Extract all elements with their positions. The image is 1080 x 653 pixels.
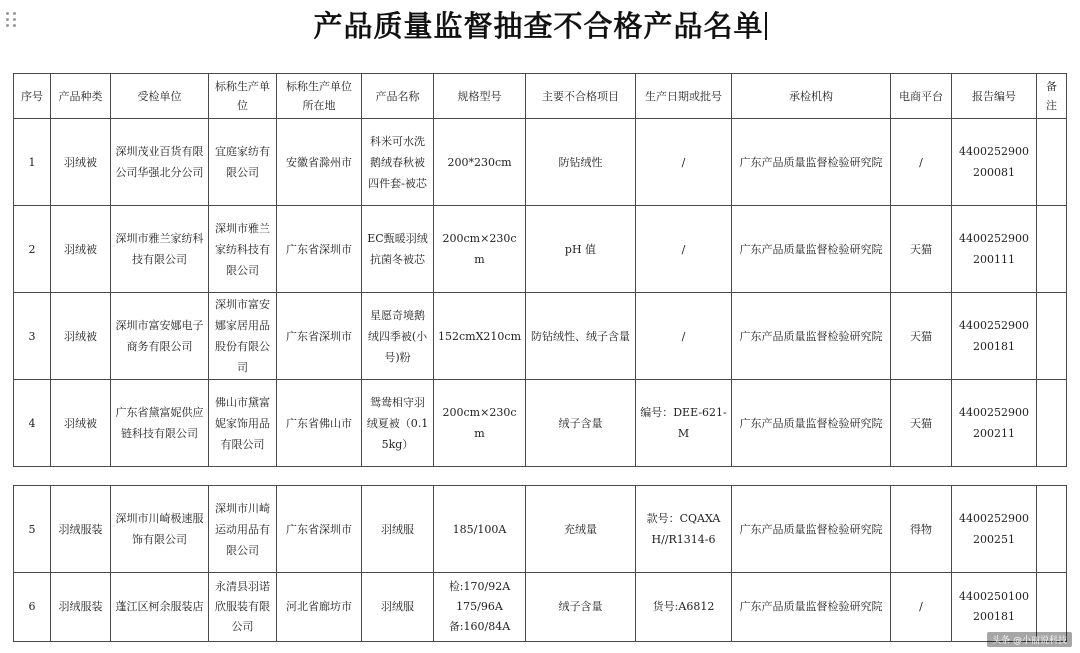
column-header: 承检机构: [732, 74, 891, 119]
cell-inspected: 深圳市富安娜电子商务有限公司: [111, 293, 209, 380]
results-table-continued: [13, 485, 1067, 642]
column-header: 产品名称: [362, 74, 434, 119]
cell-spec: [434, 573, 526, 642]
cell-platform: 天猫: [891, 380, 952, 467]
cell-spec: 200cm×230cm: [434, 206, 526, 293]
cell-product: 鸳鸯相守羽绒夏被（0.15kg）: [362, 380, 434, 467]
cell-location: 广东省佛山市: [277, 380, 362, 467]
table-row: [14, 119, 1067, 206]
cell-defect: 防钻绒性: [526, 119, 636, 206]
cell-producer: 深圳市雅兰家纺科技有限公司: [209, 206, 277, 293]
cell-batch: 编号：DEE-621-M: [636, 380, 732, 467]
cell-defect: 防钻绒性、绒子含量: [526, 293, 636, 380]
table-row: [14, 293, 1067, 380]
cell-producer: 深圳市富安娜家居用品股份有限公司: [209, 293, 277, 380]
cell-report: 4400252900200181: [952, 293, 1037, 380]
watermark: 头条 @小丽说科技: [987, 632, 1072, 647]
column-header: 主要不合格项目: [526, 74, 636, 119]
cell-agency: 广东产品质量监督检验研究院: [732, 206, 891, 293]
column-header: 受检单位: [111, 74, 209, 119]
table-row: [14, 380, 1067, 467]
cell-report: 4400252900200111: [952, 206, 1037, 293]
cell-location: 广东省深圳市: [277, 206, 362, 293]
cell-batch: /: [636, 293, 732, 380]
cell-report: 4400250100200181: [952, 573, 1037, 642]
column-header: 报告编号: [952, 74, 1037, 119]
cell-remark: [1037, 380, 1067, 467]
cell-agency: 广东产品质量监督检验研究院: [732, 119, 891, 206]
cell-batch: /: [636, 119, 732, 206]
cell-location: 安徽省滁州市: [277, 119, 362, 206]
cell-batch: 款号：CQAXAH//R1314-6: [636, 486, 732, 573]
cell-inspected: 深圳市雅兰家纺科技有限公司: [111, 206, 209, 293]
cell-producer: 永清县羽诺欣服装有限公司: [209, 573, 277, 642]
column-header: 生产日期或批号: [636, 74, 732, 119]
cell-inspected: 深圳茂业百货有限公司华强北分公司: [111, 119, 209, 206]
cell-defect: 绒子含量: [526, 380, 636, 467]
cell-location: 河北省廊坊市: [277, 573, 362, 642]
cell-product: 星愿奇境鹅绒四季被(小号)粉: [362, 293, 434, 380]
cell-category: 羽绒被: [51, 119, 111, 206]
column-header: 标称生产单位: [209, 74, 277, 119]
cell-category: 羽绒被: [51, 380, 111, 467]
cell-spec: 185/100A: [434, 486, 526, 573]
table-row: [14, 206, 1067, 293]
column-header: 产品种类: [51, 74, 111, 119]
cell-product: 羽绒服: [362, 486, 434, 573]
cell-inspected: 蓬江区柯余服装店: [111, 573, 209, 642]
column-header: 备注: [1037, 74, 1067, 119]
cell-no: 4: [14, 380, 51, 467]
cell-no: 1: [14, 119, 51, 206]
cell-no: 2: [14, 206, 51, 293]
column-header: 规格型号: [434, 74, 526, 119]
cell-batch: /: [636, 206, 732, 293]
spec-line: 备:160/84A: [448, 620, 511, 633]
cell-defect: pH 值: [526, 206, 636, 293]
cell-inspected: 广东省黛富妮供应链科技有限公司: [111, 380, 209, 467]
spec-line: 检:170/92A: [448, 580, 511, 593]
cell-report: 4400252900200081: [952, 119, 1037, 206]
cell-platform: 天猫: [891, 206, 952, 293]
cell-category: 羽绒服装: [51, 573, 111, 642]
table-row: [14, 573, 1067, 642]
column-header: 标称生产单位所在地: [277, 74, 362, 119]
cell-defect: 充绒量: [526, 486, 636, 573]
cell-category: 羽绒服装: [51, 486, 111, 573]
cell-category: 羽绒被: [51, 206, 111, 293]
cell-spec: 200cm×230cm: [434, 380, 526, 467]
cell-report: 4400252900200251: [952, 486, 1037, 573]
table-header: [14, 74, 1067, 119]
cell-spec: 152cmX210cm: [434, 293, 526, 380]
cell-remark: [1037, 293, 1067, 380]
cell-remark: [1037, 119, 1067, 206]
page-title: 产品质量监督抽查不合格产品名单: [0, 4, 1080, 45]
cell-product: EC甄暖羽绒抗菌冬被芯: [362, 206, 434, 293]
cell-remark: [1037, 486, 1067, 573]
cell-producer: 佛山市黛富妮家饰用品有限公司: [209, 380, 277, 467]
text-caret: [765, 12, 767, 40]
cell-remark: [1037, 206, 1067, 293]
cell-product: 羽绒服: [362, 573, 434, 642]
table-row: [14, 486, 1067, 573]
cell-report: 4400252900200211: [952, 380, 1037, 467]
results-table: [13, 73, 1067, 467]
column-header: 电商平台: [891, 74, 952, 119]
spec-line: 175/96A: [456, 600, 503, 613]
cell-product: 科米可水洗鹅绒春秋被四件套-被芯: [362, 119, 434, 206]
cell-agency: 广东产品质量监督检验研究院: [732, 486, 891, 573]
cell-agency: 广东产品质量监督检验研究院: [732, 380, 891, 467]
cell-producer: 宜庭家纺有限公司: [209, 119, 277, 206]
cell-producer: 深圳市川崎运动用品有限公司: [209, 486, 277, 573]
cell-no: 6: [14, 573, 51, 642]
cell-category: 羽绒被: [51, 293, 111, 380]
cell-platform: /: [891, 119, 952, 206]
cell-location: 广东省深圳市: [277, 293, 362, 380]
cell-no: 3: [14, 293, 51, 380]
cell-agency: 广东产品质量监督检验研究院: [732, 573, 891, 642]
cell-platform: /: [891, 573, 952, 642]
cell-platform: 天猫: [891, 293, 952, 380]
cell-agency: 广东产品质量监督检验研究院: [732, 293, 891, 380]
cell-batch: 货号:A6812: [636, 573, 732, 642]
cell-platform: 得物: [891, 486, 952, 573]
cell-location: 广东省深圳市: [277, 486, 362, 573]
column-header: 序号: [14, 74, 51, 119]
cell-defect: 绒子含量: [526, 573, 636, 642]
cell-inspected: 深圳市川崎极速服饰有限公司: [111, 486, 209, 573]
cell-no: 5: [14, 486, 51, 573]
cell-spec: 200*230cm: [434, 119, 526, 206]
